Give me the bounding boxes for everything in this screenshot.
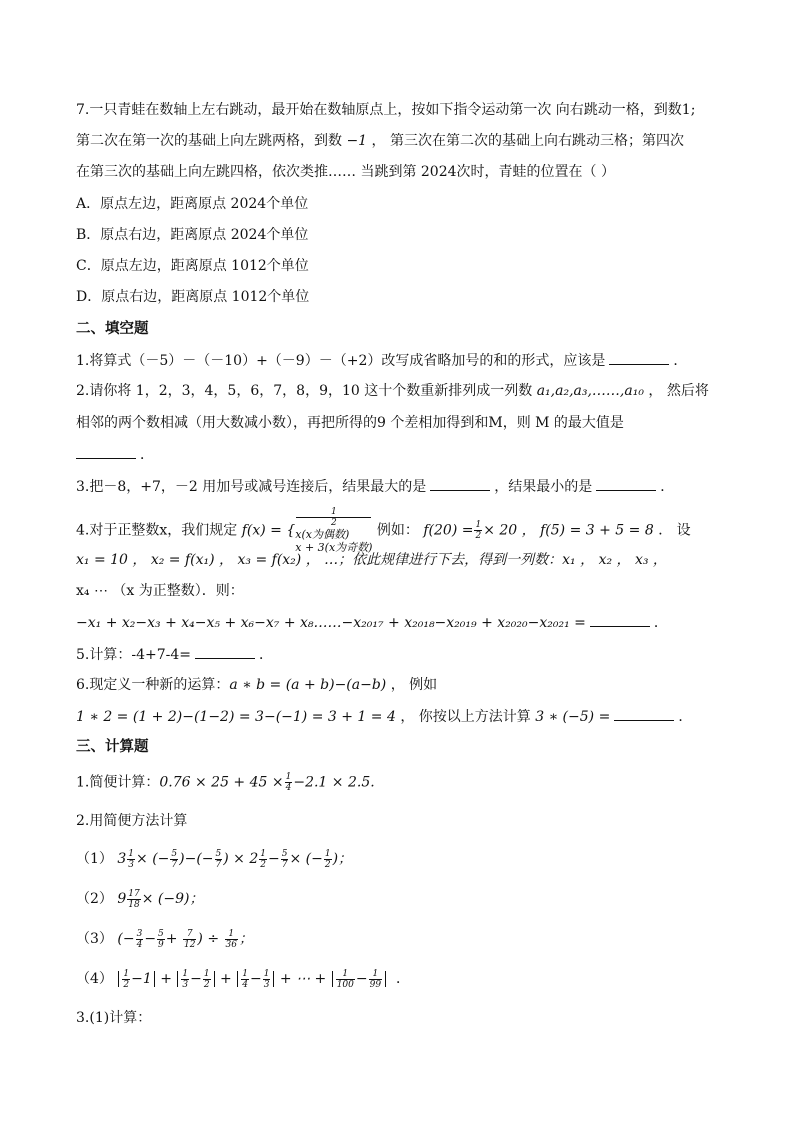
fill-4-example-end: ． 设 [658, 522, 691, 539]
fill-4-case-1: 1 2 x(x为偶数) [295, 507, 372, 541]
calc-2-part-2: （2） 9 $\frac{17}{18}$ × (−9)； [76, 888, 204, 910]
fill-4-end: ． [653, 615, 668, 631]
fill-4-fx: f(x) = { [241, 522, 296, 539]
fill-4-lead: 4.对于正整数x，我们规定 [76, 522, 238, 539]
fill-3-text-a: 3.把－8，+7，－2 用加号或减号连接后，结果最大的是 [76, 479, 427, 495]
q7-value: −1 [346, 133, 368, 149]
calc-2-part-3: （3） (− $\frac{3}{4}$ − $\frac{5}{9}$ + $\frac{7}{12}$ ) ÷ $\frac{1}{36}$ ； [76, 928, 253, 950]
fill-5-text: 5.计算：-4+7-4= [76, 647, 192, 663]
option-d-text: D．原点右边，距离原点 1012个单位 [76, 289, 310, 305]
q7-option-d[interactable] [76, 287, 724, 307]
calc-2-lead: 2.用简便方法计算 [76, 813, 188, 829]
fill-1-blank[interactable] [609, 350, 669, 365]
fill-6-line-2 [76, 706, 724, 727]
option-b-text: B．原点右边，距离原点 2024个单位 [76, 227, 309, 243]
fill-4-cases [295, 507, 372, 554]
fill-2-end: ． [140, 447, 154, 463]
section-3-heading: 三、计算题 [76, 739, 149, 755]
fill-6-definition: a ∗ b = (a + b)−(a−b) [229, 677, 387, 693]
q7-text-1: 7.一只青蛙在数轴上左右跳动，最开始在数轴原点上，按如下指令运动第一次 向右跳动一格，到数1; [76, 102, 696, 118]
fill-2-text-a: 2.请你将 1，2，3，4，5，6，7，8，9，10 这十个数重新排列成一列数 [76, 383, 533, 399]
fill-4-series: −x₁ + x₂−x₃ + x₄−x₅ + x₆−x₇ + x₈……−x₂₀₁₇ + x₂₀₁₈−x₂₀₁₉ + x₂₀₂₀−x₂₀₂₁ = [76, 615, 586, 631]
fill-1-end: ． [673, 353, 688, 369]
q7-text-2a: 第二次在第一次的基础上向左跳两格，到数 [76, 133, 342, 149]
fill-3-blank-1[interactable] [430, 476, 490, 491]
q7-option-a[interactable] [76, 194, 724, 214]
fill-4-example-lead: 例如： [376, 522, 419, 539]
option-a-text: A．原点左边，距离原点 2024个单位 [76, 196, 309, 212]
fill-3-end: ． [660, 479, 675, 495]
calc-2-label-2: （2） [76, 891, 113, 907]
calc-2-label-3: （3） [76, 931, 113, 947]
fill-2-text-2: 相邻的两个数相减（用大数减小数），再把所得的9 个差相加得到和M，则 M 的最大值是 [76, 415, 624, 431]
fill-4-blank[interactable] [590, 612, 650, 627]
fill-4-example-2: ， f(5) = 3 + 5 = 8 [521, 522, 654, 539]
fill-4-example-frac: $\frac{1}{2}$ [475, 520, 482, 541]
fill-4-case-2: x + 3(x为奇数) [295, 541, 373, 554]
fill-6-end: ． [678, 709, 693, 725]
fill-2-blank[interactable] [76, 444, 136, 459]
fill-4-example-1-tail: × 20 [483, 522, 518, 539]
fill-5-blank[interactable] [195, 644, 255, 659]
calc-2-end-4: ． [395, 971, 410, 987]
fill-2-line-2 [76, 413, 724, 433]
fill-4-example-1: f(20) = [423, 522, 474, 539]
fill-2-line-1 [76, 381, 724, 401]
section-2-heading: 二、填空题 [76, 321, 149, 337]
calc-3: 3.(1)计算： [76, 1010, 152, 1026]
fill-6-text-c: ， 你按以上方法计算 [400, 709, 531, 725]
fill-3-text-b: ，结果最小的是 [494, 479, 593, 495]
fill-3 [76, 476, 724, 497]
calc-2-tail-3: ； [238, 931, 253, 947]
q7-text-2c: ， 第三次在第二次的基础上向右跳动三格；第四次 [371, 133, 684, 149]
fill-4-line-4 [76, 612, 724, 633]
calc-2-part-4: （4） $\frac{1}{2}$ −1 + $\frac{1}{3}$ − $\frac{1}{2}$ + $\frac{1}{4}$ − $\frac{1}{3}$ + ⋯ + $\frac{1}{100}$ − $\frac{1}{99}$ ． [76, 968, 410, 990]
fill-4-line-1 [76, 507, 724, 554]
fill-6-expression: 3 ∗ (−5) = [535, 709, 611, 725]
fill-4-line-3: x₄ ⋯ （x 为正整数）．则： [76, 583, 244, 599]
fill-5 [76, 644, 724, 665]
calc-1-frac: $\frac{1}{4}$ [285, 772, 292, 793]
fill-3-blank-2[interactable] [596, 476, 656, 491]
calc-1-expr-b: −2.1 × 2.5. [293, 774, 375, 791]
q7-option-c[interactable] [76, 256, 724, 276]
calc-2-label-4: （4） [76, 971, 113, 987]
q7-option-b[interactable] [76, 225, 724, 245]
option-c-text: C．原点左边，距离原点 1012个单位 [76, 258, 309, 274]
fill-6-line-1 [76, 675, 724, 695]
fill-6-lead: 6.现定义一种新的运算： [76, 677, 230, 693]
calc-1-expr-a: 0.76 × 25 + 45 × [159, 774, 284, 791]
q7-line-3 [76, 162, 724, 182]
q7-line-1 [76, 100, 724, 120]
fill-1-text: 1.将算式（－5）－（－10）+（－9）－（+2）改写成省略加号的和的形式，应该是 [76, 353, 606, 369]
q7-text-3: 在第三次的基础上向左跳四格，依次类推…… 当跳到第 2024次时，青蛙的位置在（ ） [76, 164, 615, 180]
fill-2-sequence: a₁,a₂,a₃,……,a₁₀ [536, 383, 644, 399]
fill-4-line-2: x₁ = 10 ， x₂ = f(x₁) ， x₃ = f(x₂) ， …；依此规律进行下去，得到一列数：x₁ ， x₂ ， x₃ ， [76, 552, 667, 568]
calc-2-expr-2: × (−9)； [141, 891, 204, 907]
fill-6-blank[interactable] [614, 706, 674, 721]
fill-5-end: ． [259, 647, 274, 663]
fill-2-text-b: ， 然后将 [648, 383, 709, 399]
calc-2-label-1: （1） [76, 851, 113, 867]
fill-6-text-b: ， 例如 [390, 677, 438, 693]
q7-line-2 [76, 131, 724, 151]
calc-2-part-1: （1） 3 $\frac{1}{3}$ × (− $\frac{5}{7}$ )−(− $\frac{5}{7}$ ) × 2 $\frac{1}{2}$ − $\frac{5}{7}$ × (− $\frac{1}{2}$ )； [76, 848, 353, 870]
fill-2-line-3 [76, 444, 724, 465]
fill-6-example: 1 ∗ 2 = (1 + 2)−(1−2) = 3−(−1) = 3 + 1 = 4 [76, 709, 396, 725]
calc-1 [76, 772, 724, 793]
fill-1 [76, 350, 724, 371]
calc-1-lead: 1.简便计算： [76, 774, 160, 791]
